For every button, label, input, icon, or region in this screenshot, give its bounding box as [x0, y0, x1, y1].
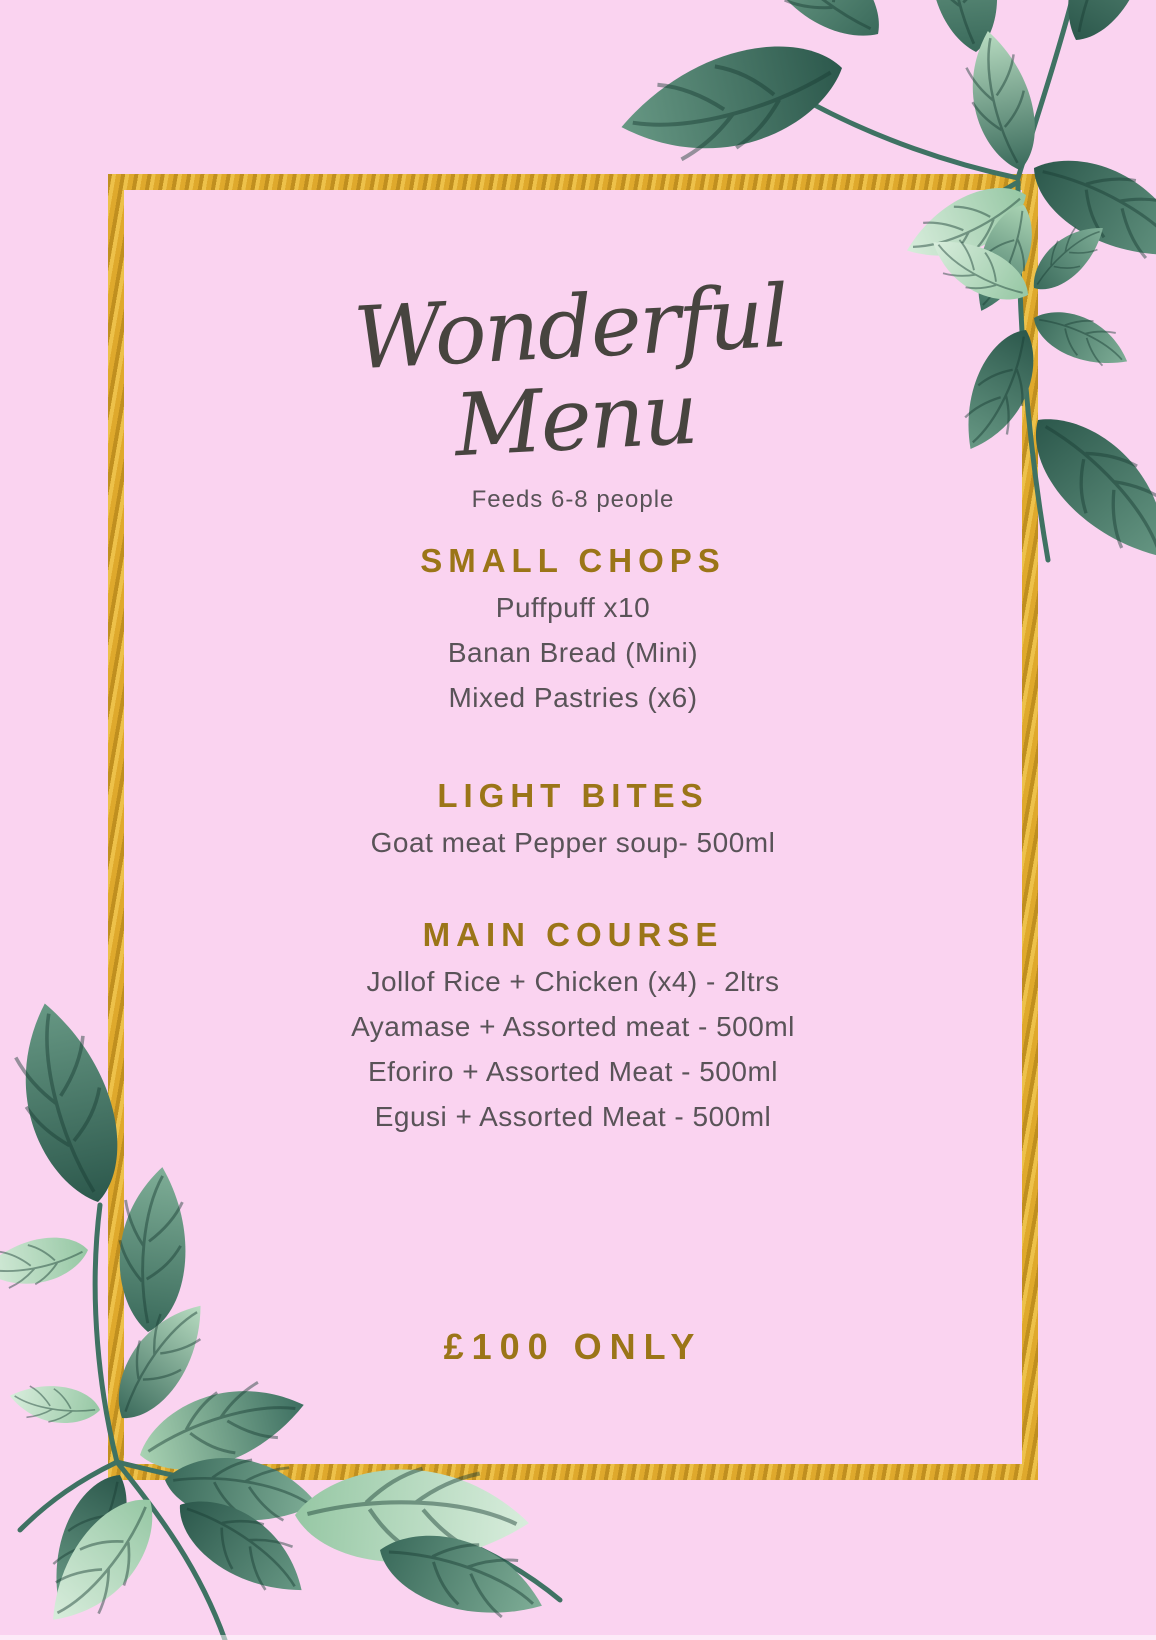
menu-title-line1: Wonderful	[351, 266, 790, 390]
menu-item: Jollof Rice + Chicken (x4) - 2ltrs	[366, 966, 780, 997]
screen-bottom-edge	[0, 1635, 1156, 1640]
menu-item: Egusi + Assorted Meat - 500ml	[374, 1101, 772, 1132]
price-text: £100 ONLY	[443, 1326, 703, 1367]
menu-item: Ayamase + Assorted meat - 500ml	[351, 1011, 795, 1042]
section-items	[108, 820, 1038, 865]
menu-item: Eforiro + Assorted Meat - 500ml	[367, 1056, 778, 1087]
section-light-bites	[108, 776, 1038, 865]
menu-content	[108, 0, 1038, 1640]
section-main-course	[108, 915, 1038, 1139]
section-heading: SMALL CHOPS	[420, 542, 726, 579]
menu-title-line2: Menu	[452, 363, 699, 477]
section-heading: MAIN COURSE	[422, 916, 724, 953]
menu-item: Banan Bread (Mini)	[447, 637, 699, 668]
menu-item: Mixed Pastries (x6)	[448, 682, 698, 713]
section-items	[108, 959, 1038, 1139]
section-heading: LIGHT BITES	[437, 777, 709, 814]
menu-title	[104, 258, 1042, 490]
menu-item: Puffpuff x10	[495, 592, 651, 623]
section-items	[108, 585, 1038, 720]
menu-subtitle: Feeds 6-8 people	[471, 486, 675, 513]
section-small-chops	[108, 541, 1038, 720]
menu-item: Goat meat Pepper soup- 500ml	[370, 827, 776, 858]
